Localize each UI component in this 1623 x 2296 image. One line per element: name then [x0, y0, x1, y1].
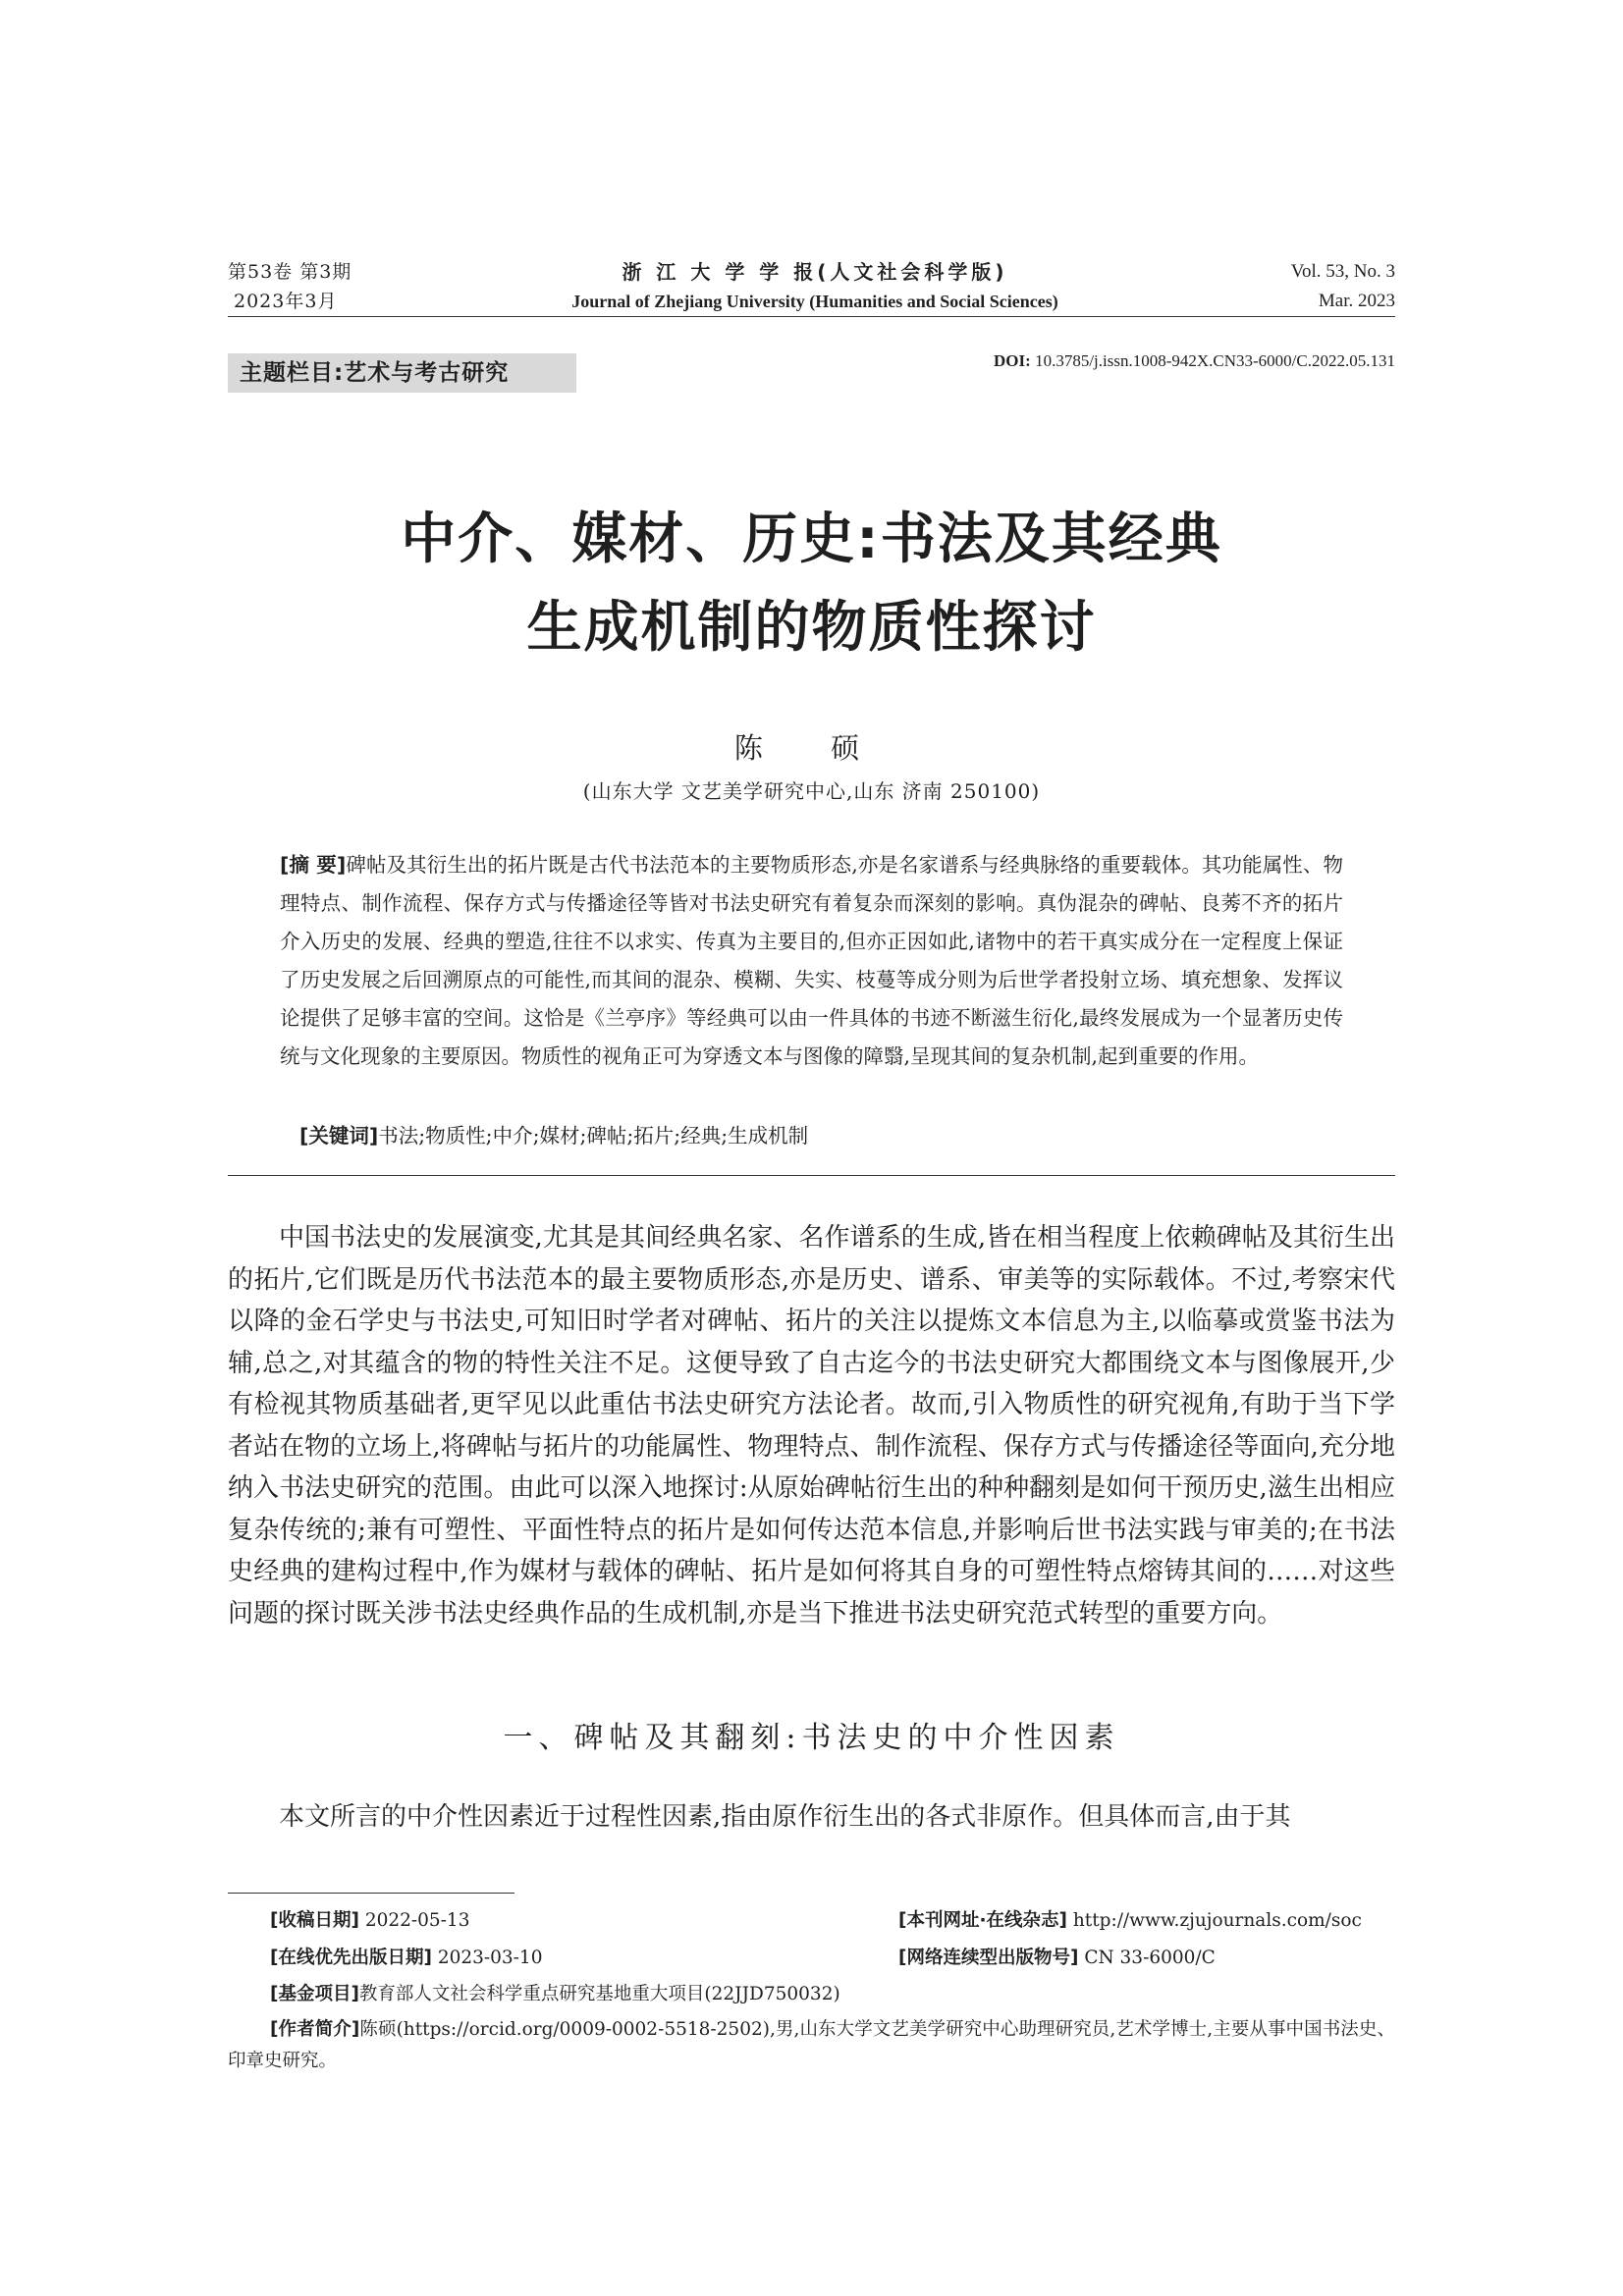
header-vol-block — [1291, 257, 1395, 316]
abstract-text: 碑帖及其衍生出的拓片既是古代书法范本的主要物质形态,亦是名家谱系与经典脉络的重要载体。其功能属性、物理特点、制作流程、保存方式与传播途径等皆对书法史研究有着复杂而深刻的影响。真伪混杂的碑帖、良莠不齐的拓片介入历史的发展、经典的塑造,往往不以求实、传真为主要目的,但亦正因如此,诸物中的若干真实成分在一定程度上保证了历史发展之后回溯原点的可能性,而其间的混杂、模糊、失实、枝蔓等成分则为后世学者投射立场、填充想象、发挥议论提供了足够丰富的空间。这恰是《兰亭序》等经典可以由一件具体的书迹不断滋生衍化,最终发展成为一个显著历史传统与文化现象的主要原因。物质性的视角正可为穿透文本与图像的障翳,呈现其间的复杂机制,起到重要的作用。 — [280, 853, 1343, 1068]
section-heading: 一、碑帖及其翻刻:书法史的中介性因素 — [503, 1721, 1120, 1755]
header-divider — [228, 316, 1395, 317]
journal-title-en: Journal of Zhejiang University (Humanities and Social Sciences) — [571, 292, 1058, 311]
footnote-bio — [228, 2014, 1395, 2077]
author-name: 陈 硕 — [733, 731, 890, 765]
abstract — [280, 846, 1343, 1076]
abstract-divider — [228, 1175, 1395, 1176]
footnote-received — [270, 1906, 469, 1936]
cn-label: [网络连续型出版物号] — [898, 1948, 1079, 1968]
received-label: [收稿日期] — [270, 1910, 359, 1931]
footnote-divider — [228, 1893, 514, 1894]
journal-url-link[interactable]: http://www.zjujournals.com/soc — [1072, 1910, 1362, 1931]
footnote-url — [898, 1906, 1362, 1936]
doi-value[interactable]: 10.3785/j.issn.1008-942X.CN33-6000/C.2022.05.131 — [1035, 351, 1395, 370]
cn-number: CN 33-6000/C — [1084, 1948, 1216, 1968]
footnote-online — [270, 1944, 542, 1973]
online-label: [在线优先出版日期] — [270, 1948, 432, 1968]
doi-label: DOI: — [994, 351, 1031, 370]
url-label: [本刊网址·在线杂志] — [898, 1910, 1067, 1931]
bio-text: 陈硕(https://orcid.org/0009-0002-5518-2502),男,山东大学文艺美学研究中心助理研究员,艺术学博士,主要从事中国书法史、印章史研究。 — [228, 2019, 1395, 2071]
body-paragraph: 本文所言的中介性因素近于过程性因素,指由原作衍生出的各式非原作。但具体而言,由于其 — [279, 1802, 1291, 1832]
body-paragraph: 中国书法史的发展演变,尤其是其间经典名家、名作谱系的生成,皆在相当程度上依赖碑帖及其衍生出的拓片,它们既是历代书法范本的最主要物质形态,亦是历史、谱系、审美等的实际载体。不过,考察宋代以降的金石学史与书法史,可知旧时学者对碑帖、拓片的关注以提炼文本信息为主,以临摹或赏鉴书法为辅,总之,对其蕴含的物的特性关注不足。这便导致了自古迄今的书法史研究大都围绕文本与图像展开,少有检视其物质基础者,更罕见以此重估书法史研究方法论者。故而,引入物质性的研究视角,有助于当下学者站在物的立场上,将碑帖与拓片的功能属性、物理特点、制作流程、保存方式与传播途径等面向,充分地纳入书法史研究的范围。由此可以深入地探讨:从原始碑帖衍生出的种种翻刻是如何干预历史,滋生出相应复杂传统的;兼有可塑性、平面性特点的拓片是如何传达范本信息,并影响后世书法实践与审美的;在书法史经典的建构过程中,作为媒材与载体的碑帖、拓片是如何将其自身的可塑性特点熔铸其间的……对这些问题的探讨既关涉书法史经典作品的生成机制,亦是当下推进书法史研究范式转型的重要方向。 — [228, 1223, 1395, 1629]
article-title — [228, 496, 1395, 672]
volume-issue: 第53卷 第3期 — [228, 261, 352, 283]
bio-label: [作者简介] — [270, 2019, 360, 2040]
fund-text: 教育部人文社会科学重点研究基地重大项目(22JJD750032) — [358, 1984, 840, 2004]
header-volume-block — [228, 257, 352, 316]
title-line-1: 中介、媒材、历史:书法及其经典 — [401, 507, 1222, 571]
keywords-label: [关键词] — [299, 1124, 379, 1148]
doi-line — [994, 351, 1395, 371]
volume-en: Vol. 53, No. 3 — [1290, 261, 1395, 282]
header-journal-block — [422, 257, 1208, 316]
fund-label: [基金项目] — [270, 1984, 359, 2004]
title-line-2: 生成机制的物质性探讨 — [526, 596, 1097, 660]
column-tag: 主题栏目:艺术与考古研究 — [228, 353, 576, 393]
footnote-cn — [898, 1944, 1216, 1973]
keywords — [299, 1117, 1343, 1155]
received-date: 2022-05-13 — [364, 1910, 470, 1931]
journal-title-cn: 浙 江 大 学 学 报(人文社会科学版) — [622, 260, 1008, 284]
abstract-label: [摘 要] — [280, 853, 347, 877]
footnote-fund — [270, 1980, 840, 2009]
issue-date-en: Mar. 2023 — [1318, 291, 1395, 311]
author-affiliation: (山东大学 文艺美学研究中心,山东 济南 250100) — [582, 779, 1041, 803]
keywords-text: 书法;物质性;中介;媒材;碑帖;拓片;经典;生成机制 — [378, 1124, 809, 1148]
online-date: 2023-03-10 — [437, 1948, 543, 1968]
issue-date-cn: 2023年3月 — [234, 291, 338, 312]
